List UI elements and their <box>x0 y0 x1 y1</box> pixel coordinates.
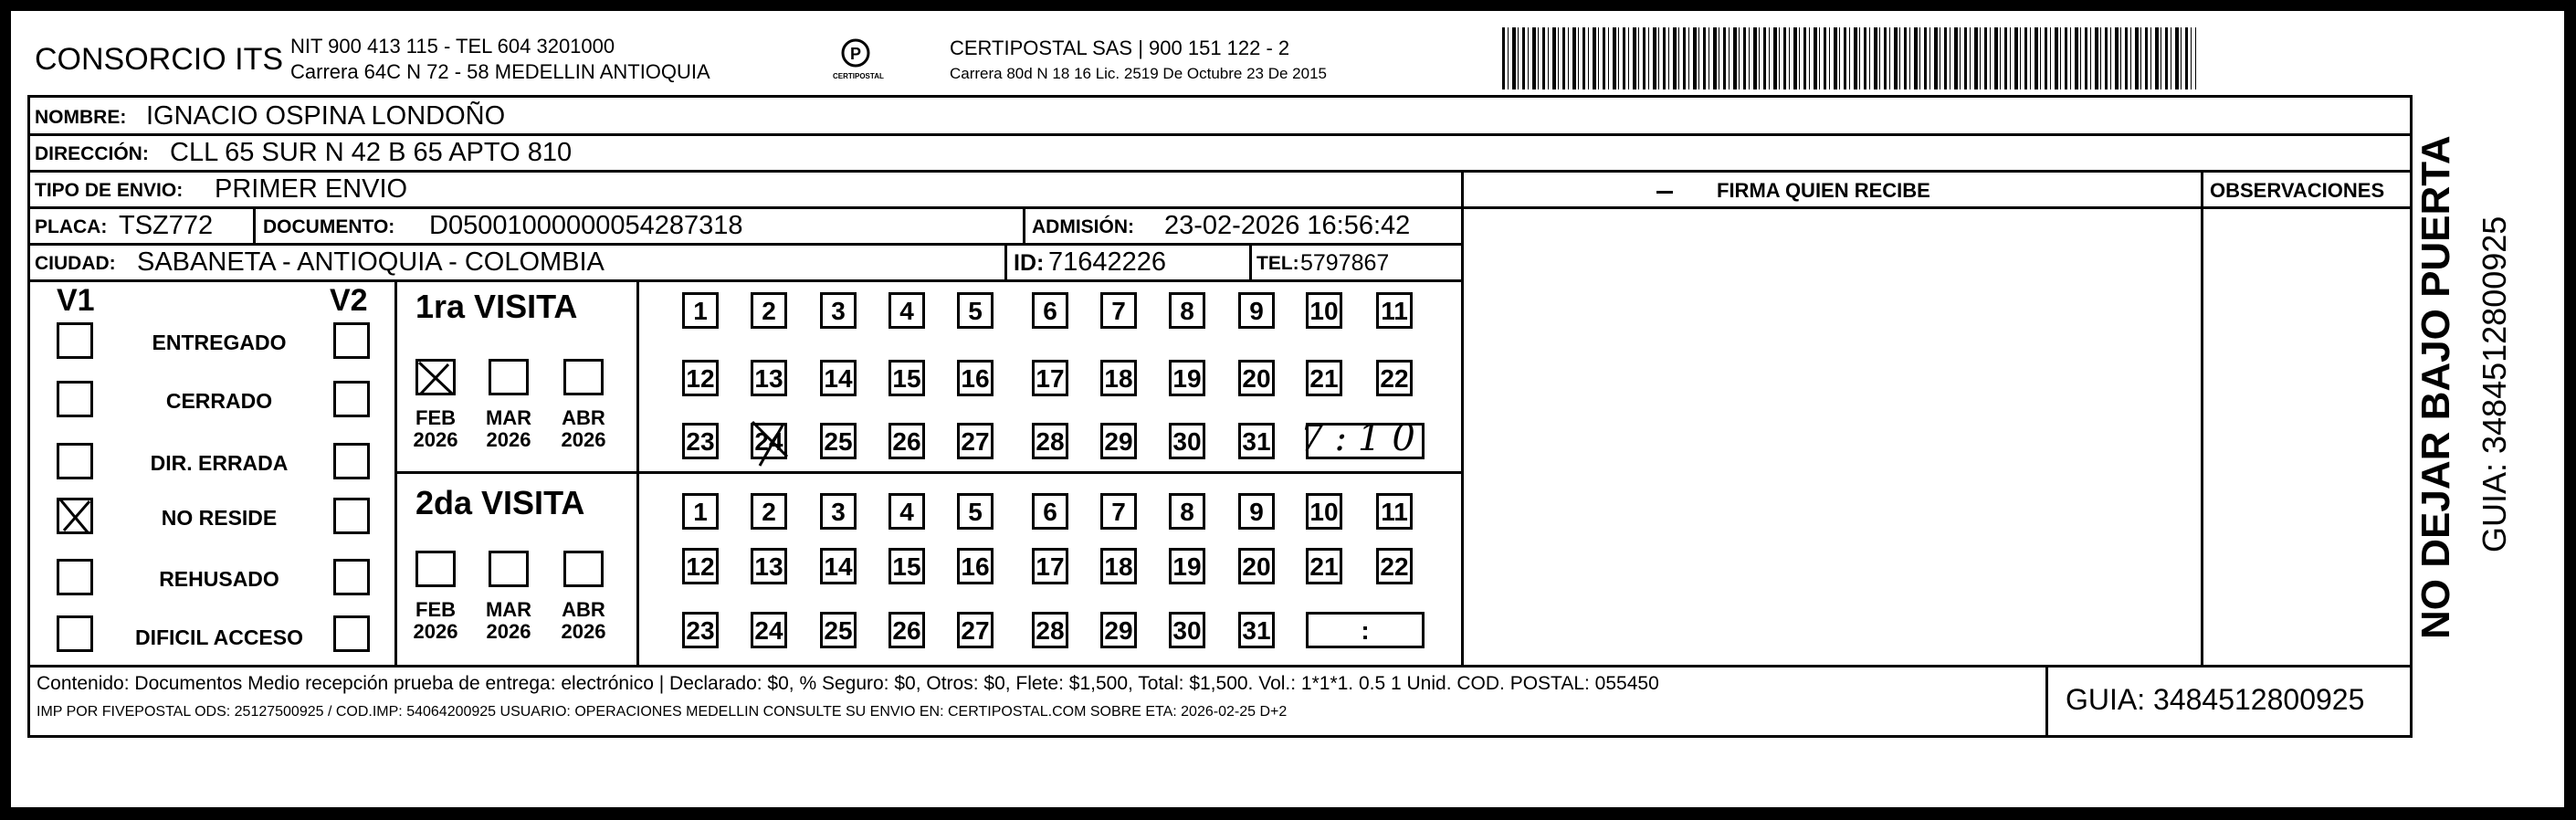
barcode <box>1502 27 2196 89</box>
frame-bottom <box>0 807 2576 820</box>
option-dir-errada: DIR. ERRADA <box>150 451 289 475</box>
first-day-15[interactable]: 15 <box>888 360 925 396</box>
v2-no-reside-checkbox[interactable] <box>333 498 370 534</box>
tel-value: 5797867 <box>1300 250 1390 276</box>
tipo-value: PRIMER ENVIO <box>215 174 408 204</box>
second-day-25[interactable]: 25 <box>820 612 857 648</box>
v1-entregado-checkbox[interactable] <box>57 322 93 359</box>
footer-imp: IMP POR FIVEPOSTAL ODS: 25127500925 / COD.IMP: 54064200925 USUARIO: OPERACIONES MEDELLIN CONSULTE SU ENVIO EN: CERTIPOSTAL.COM SOBRE ETA: 2026-02-25 D+2 <box>37 704 1288 720</box>
side-guia: GUIA: 3484512800925 <box>2476 216 2513 552</box>
svg-text:P: P <box>849 45 862 63</box>
nombre-value: IGNACIO OSPINA LONDOÑO <box>146 101 506 131</box>
second-day-28[interactable]: 28 <box>1032 612 1068 648</box>
placa-value: TSZ772 <box>119 211 214 240</box>
first-visit-mar-checkbox[interactable] <box>489 359 529 395</box>
second-day-26[interactable]: 26 <box>888 612 925 648</box>
second-day-19[interactable]: 19 <box>1169 548 1205 584</box>
first-visit-time: 7:10 <box>1300 417 1426 459</box>
v1-no-reside-checkbox[interactable] <box>57 498 93 534</box>
tel-div <box>1249 243 1252 279</box>
grid-bottom <box>27 735 2413 738</box>
first-day-30[interactable]: 30 <box>1169 423 1205 459</box>
v2-dir-errada-checkbox[interactable] <box>333 443 370 479</box>
first-day-4[interactable]: 4 <box>888 292 925 329</box>
first-month-abr: ABR 2026 <box>561 406 606 452</box>
option-entregado: ENTREGADO <box>152 331 287 354</box>
first-day-3[interactable]: 3 <box>820 292 857 329</box>
second-day-16[interactable]: 16 <box>957 548 994 584</box>
firma-header: FIRMA QUIEN RECIBE <box>1717 179 1930 202</box>
second-visit-title: 2da VISITA <box>415 484 585 521</box>
x-mark-icon <box>57 498 93 534</box>
second-visit-abr-checkbox[interactable] <box>563 551 604 587</box>
second-day-30[interactable]: 30 <box>1169 612 1205 648</box>
second-day-27[interactable]: 27 <box>957 612 994 648</box>
observaciones-header: OBSERVACIONES <box>2210 179 2385 202</box>
option-dificil-acceso: DIFICIL ACCESO <box>134 626 303 649</box>
admision-label: ADMISIÓN: <box>1032 216 1134 237</box>
id-label: ID: <box>1014 250 1045 276</box>
admision-value: 23-02-2026 16:56:42 <box>1164 211 1411 240</box>
second-day-17[interactable]: 17 <box>1032 548 1068 584</box>
first-day-22[interactable]: 22 <box>1376 360 1413 396</box>
v1-rehusado-checkbox[interactable] <box>57 559 93 595</box>
second-month-feb: FEB 2026 <box>413 598 458 644</box>
id-div <box>1004 243 1007 279</box>
second-day-8[interactable]: 8 <box>1169 493 1205 530</box>
first-day-17[interactable]: 17 <box>1032 360 1068 396</box>
v1-cerrado-checkbox[interactable] <box>57 381 93 417</box>
second-visit-mar-checkbox[interactable] <box>489 551 529 587</box>
second-day-5[interactable]: 5 <box>957 493 994 530</box>
v2-label: V2 <box>330 283 368 318</box>
second-day-4[interactable]: 4 <box>888 493 925 530</box>
first-day-27[interactable]: 27 <box>957 423 994 459</box>
second-day-22[interactable]: 22 <box>1376 548 1413 584</box>
placa-label: PLACA: <box>35 216 108 237</box>
second-day-15[interactable]: 15 <box>888 548 925 584</box>
second-month-mar: MAR 2026 <box>485 598 532 644</box>
v1-dificil-acceso-checkbox[interactable] <box>57 615 93 652</box>
grid-top <box>27 95 2413 98</box>
second-day-10[interactable]: 10 <box>1306 493 1342 530</box>
v1-label: V1 <box>57 283 95 318</box>
row-line-2 <box>27 170 2413 173</box>
first-day-25[interactable]: 25 <box>820 423 857 459</box>
documento-label: DOCUMENTO: <box>263 216 395 237</box>
admision-div <box>1023 206 1025 243</box>
second-day-6[interactable]: 6 <box>1032 493 1068 530</box>
footer-guia: GUIA: 3484512800925 <box>2066 683 2365 716</box>
option-no-reside: NO RESIDE <box>161 506 278 530</box>
first-day-1[interactable]: 1 <box>682 292 719 329</box>
company-nit: NIT 900 413 115 - TEL 604 3201000 <box>290 35 615 58</box>
documento-value: D05001000000054287318 <box>429 211 743 240</box>
option-cerrado: CERRADO <box>165 389 273 413</box>
first-day-6[interactable]: 6 <box>1032 292 1068 329</box>
company-name: CONSORCIO ITS <box>35 42 284 77</box>
first-day-7[interactable]: 7 <box>1100 292 1137 329</box>
grid-right <box>2410 95 2413 738</box>
visit-mid <box>394 471 1463 474</box>
nombre-label: NOMBRE: <box>35 107 127 128</box>
second-day-31[interactable]: 31 <box>1238 612 1275 648</box>
frame-right <box>2564 0 2576 820</box>
frame-top <box>0 0 2576 11</box>
second-visit-feb-checkbox[interactable] <box>415 551 456 587</box>
footer-contenido: Contenido: Documentos Medio recepción prueba de entrega: electrónico | Declarado: $0, % Seguro: $0, Otros: $0, Flete: $1,500, Total: $1,500. Vol.: 1*1*1. 0.5 1 Unid. COD. POSTAL: 055450 <box>37 673 1659 694</box>
second-day-23[interactable]: 23 <box>682 612 719 648</box>
id-value: 71642226 <box>1048 247 1167 277</box>
second-day-9[interactable]: 9 <box>1238 493 1275 530</box>
v2-entregado-checkbox[interactable] <box>333 322 370 359</box>
first-day-18[interactable]: 18 <box>1100 360 1137 396</box>
first-day-19[interactable]: 19 <box>1169 360 1205 396</box>
certipostal-address: Carrera 80d N 18 16 Lic. 2519 De Octubre 23 De 2015 <box>950 65 1327 82</box>
second-day-13[interactable]: 13 <box>751 548 787 584</box>
row-line-5 <box>27 279 1461 282</box>
placa-div <box>253 206 256 243</box>
first-day-20[interactable]: 20 <box>1238 360 1275 396</box>
ciudad-label: CIUDAD: <box>35 253 116 274</box>
first-visit-abr-checkbox[interactable] <box>563 359 604 395</box>
first-month-mar: MAR 2026 <box>485 406 532 452</box>
x-mark-icon <box>415 359 456 395</box>
first-day-9[interactable]: 9 <box>1238 292 1275 329</box>
second-day-1[interactable]: 1 <box>682 493 719 530</box>
second-visit-time: : <box>1361 616 1370 645</box>
obs-left <box>2201 170 2203 665</box>
v2-rehusado-checkbox[interactable] <box>333 559 370 595</box>
guia-box-left <box>2045 665 2048 735</box>
first-day-14[interactable]: 14 <box>820 360 857 396</box>
second-day-21[interactable]: 21 <box>1306 548 1342 584</box>
second-day-24[interactable]: 24 <box>751 612 787 648</box>
direccion-value: CLL 65 SUR N 42 B 65 APTO 810 <box>170 138 573 167</box>
second-day-2[interactable]: 2 <box>751 493 787 530</box>
first-day-5[interactable]: 5 <box>957 292 994 329</box>
first-visit-title: 1ra VISITA <box>415 288 578 325</box>
second-day-18[interactable]: 18 <box>1100 548 1137 584</box>
second-day-11[interactable]: 11 <box>1376 493 1413 530</box>
row-line-4 <box>27 243 1461 246</box>
v2-dificil-acceso-checkbox[interactable] <box>333 615 370 652</box>
first-day-28[interactable]: 28 <box>1032 423 1068 459</box>
second-visit-time-box[interactable] <box>1306 612 1425 648</box>
first-visit-feb-checkbox[interactable] <box>415 359 456 395</box>
v2-cerrado-checkbox[interactable] <box>333 381 370 417</box>
row-line-1 <box>27 133 2413 136</box>
second-day-7[interactable]: 7 <box>1100 493 1137 530</box>
day-24-x-mark-icon <box>747 413 793 468</box>
grid-left <box>27 95 30 738</box>
side-warning: NO DEJAR BAJO PUERTA <box>2413 135 2458 639</box>
firma-dash <box>1656 191 1673 194</box>
first-day-16[interactable]: 16 <box>957 360 994 396</box>
first-day-24[interactable]: 24 <box>751 423 787 459</box>
second-month-abr: ABR 2026 <box>561 598 606 644</box>
certipostal-line: CERTIPOSTAL SAS | 900 151 122 - 2 <box>950 37 1290 59</box>
option-rehusado: REHUSADO <box>159 567 279 591</box>
direccion-label: DIRECCIÓN: <box>35 143 149 164</box>
second-day-14[interactable]: 14 <box>820 548 857 584</box>
first-month-feb: FEB 2026 <box>413 406 458 452</box>
tipo-label: TIPO DE ENVIO: <box>35 180 184 201</box>
tel-label: TEL: <box>1256 253 1299 274</box>
company-address: Carrera 64C N 72 - 58 MEDELLIN ANTIOQUIA <box>290 60 710 83</box>
firma-left <box>1461 170 1464 665</box>
second-day-12[interactable]: 12 <box>682 548 719 584</box>
ciudad-value: SABANETA - ANTIOQUIA - COLOMBIA <box>137 247 605 277</box>
first-day-2[interactable]: 2 <box>751 292 787 329</box>
first-day-10[interactable]: 10 <box>1306 292 1342 329</box>
second-day-29[interactable]: 29 <box>1100 612 1137 648</box>
first-day-8[interactable]: 8 <box>1169 292 1205 329</box>
second-day-20[interactable]: 20 <box>1238 548 1275 584</box>
first-day-13[interactable]: 13 <box>751 360 787 396</box>
second-day-3[interactable]: 3 <box>820 493 857 530</box>
first-day-21[interactable]: 21 <box>1306 360 1342 396</box>
first-day-29[interactable]: 29 <box>1100 423 1137 459</box>
logo-text: CERTIPOSTAL <box>833 72 884 80</box>
v1-dir-errada-checkbox[interactable] <box>57 443 93 479</box>
frame-left <box>0 0 11 820</box>
first-day-11[interactable]: 11 <box>1376 292 1413 329</box>
first-day-31[interactable]: 31 <box>1238 423 1275 459</box>
footer-line <box>27 665 2413 668</box>
first-day-23[interactable]: 23 <box>682 423 719 459</box>
first-day-26[interactable]: 26 <box>888 423 925 459</box>
first-day-12[interactable]: 12 <box>682 360 719 396</box>
firma-head-line <box>1461 206 2411 209</box>
